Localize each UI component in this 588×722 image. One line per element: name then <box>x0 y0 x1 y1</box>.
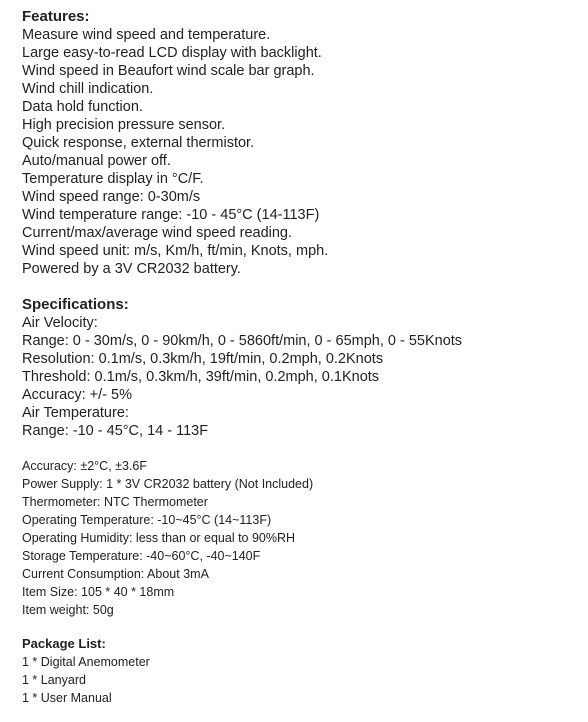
section-spacer <box>22 619 582 635</box>
features-heading: Features: <box>22 8 90 25</box>
detail-item: Current Consumption: About 3mA <box>22 567 209 581</box>
feature-item: Measure wind speed and temperature. <box>22 27 271 43</box>
feature-item: Auto/manual power off. <box>22 153 171 169</box>
spec-item: Accuracy: +/- 5% <box>22 387 132 403</box>
package-list-heading: Package List: <box>22 636 106 651</box>
spec-item: Range: 0 - 30m/s, 0 - 90km/h, 0 - 5860ft/min, 0 - 65mph, 0 - 55Knots <box>22 333 463 349</box>
feature-item: Temperature display in °C/F. <box>22 171 204 187</box>
detail-item: Power Supply: 1 * 3V CR2032 battery (Not Included) <box>22 477 314 491</box>
feature-item: Current/max/average wind speed reading. <box>22 225 293 241</box>
spec-item: Range: -10 - 45°C, 14 - 113F <box>22 423 209 439</box>
spec-item: Threshold: 0.1m/s, 0.3km/h, 39ft/min, 0.2mph, 0.1Knots <box>22 369 380 385</box>
package-item: 1 * Digital Anemometer <box>22 655 150 669</box>
package-item: 1 * User Manual <box>22 691 112 705</box>
specifications-section <box>22 296 582 440</box>
detail-item: Item Size: 105 * 40 * 18mm <box>22 585 175 599</box>
feature-item: Wind temperature range: -10 - 45°C (14-113F) <box>22 207 320 223</box>
feature-item: Wind speed unit: m/s, Km/h, ft/min, Knots, mph. <box>22 243 329 259</box>
section-spacer <box>22 440 582 457</box>
detail-item: Operating Temperature: -10~45°C (14~113F) <box>22 513 272 527</box>
product-description <box>22 8 582 707</box>
feature-item: Data hold function. <box>22 99 143 115</box>
feature-item: High precision pressure sensor. <box>22 117 226 133</box>
features-section <box>22 8 582 278</box>
spec-item: Air Velocity: <box>22 315 98 331</box>
details-section <box>22 457 582 619</box>
package-item: 1 * Lanyard <box>22 673 86 687</box>
detail-item: Operating Humidity: less than or equal to 90%RH <box>22 531 296 545</box>
detail-item: Thermometer: NTC Thermometer <box>22 495 208 509</box>
feature-item: Wind speed in Beaufort wind scale bar graph. <box>22 63 315 79</box>
feature-item: Large easy-to-read LCD display with backlight. <box>22 45 322 61</box>
spec-item: Resolution: 0.1m/s, 0.3km/h, 19ft/min, 0.2mph, 0.2Knots <box>22 351 384 367</box>
feature-item: Wind chill indication. <box>22 81 154 97</box>
spec-item: Air Temperature: <box>22 405 129 421</box>
feature-item: Wind speed range: 0-30m/s <box>22 189 201 205</box>
feature-item: Powered by a 3V CR2032 battery. <box>22 261 241 277</box>
section-spacer <box>22 278 582 296</box>
detail-item: Storage Temperature: -40~60°C, -40~140F <box>22 549 261 563</box>
package-list-section <box>22 635 582 707</box>
detail-item: Accuracy: ±2°C, ±3.6F <box>22 459 148 473</box>
specifications-heading: Specifications: <box>22 296 129 313</box>
detail-item: Item weight: 50g <box>22 603 114 617</box>
feature-item: Quick response, external thermistor. <box>22 135 255 151</box>
